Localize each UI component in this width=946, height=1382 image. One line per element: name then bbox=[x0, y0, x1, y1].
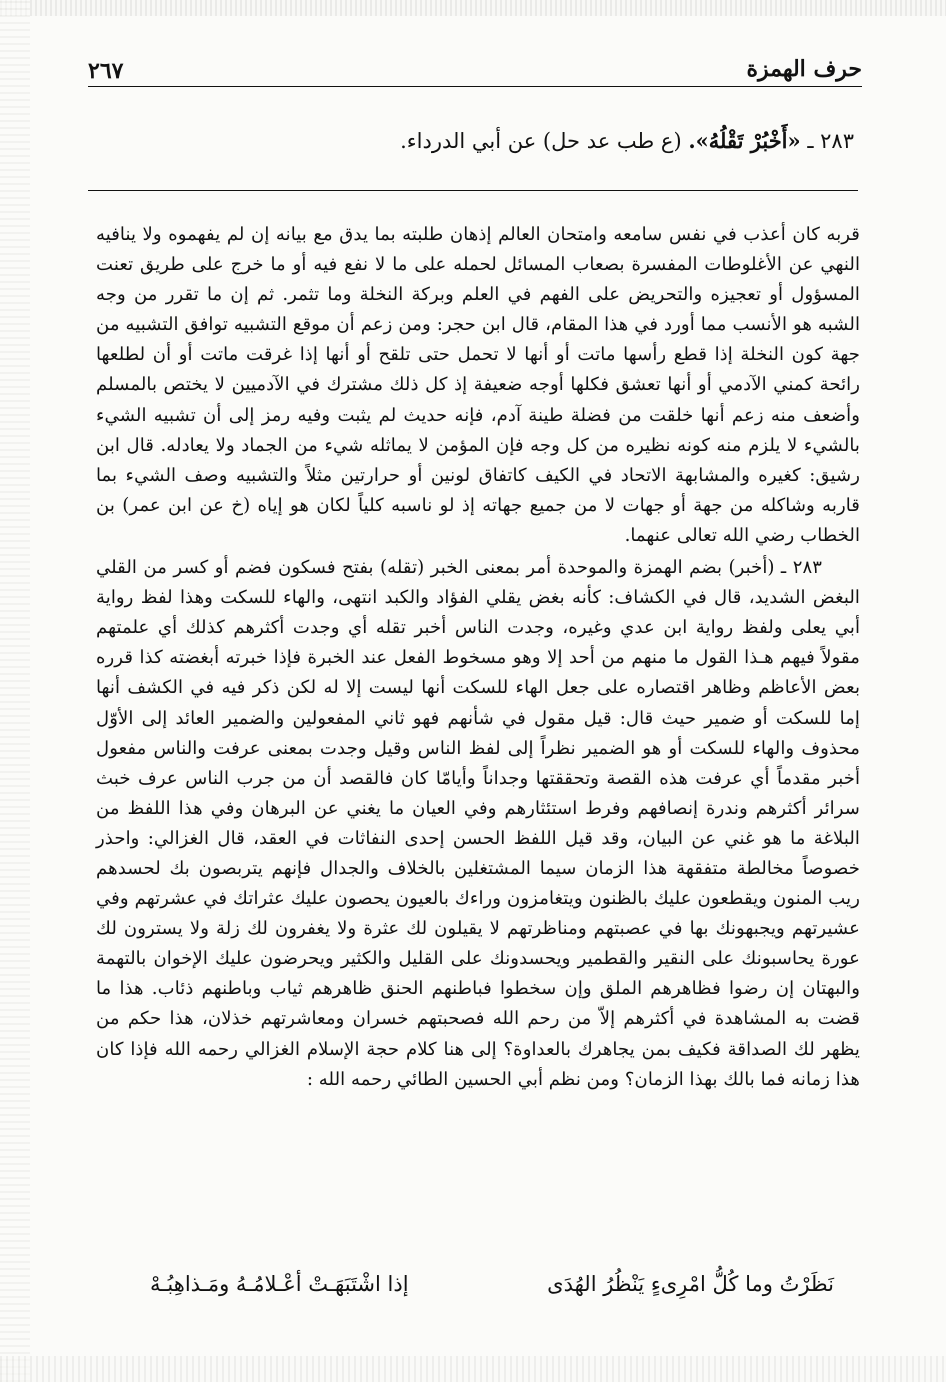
hadith-number: ٢٨٣ ـ bbox=[807, 129, 854, 153]
commentary bbox=[96, 220, 860, 1095]
header-rule bbox=[88, 86, 862, 87]
verse-second-hemistich: إذا اشْتَبَهَـتْ أعْـلامُـهُ ومَـذاهِبُـهْ bbox=[150, 1272, 409, 1296]
verse-first-hemistich: نَظَرْتُ وما كُلُّ امْرِىءٍ يَنْظُرُ الهُدَى bbox=[547, 1272, 834, 1296]
footnote-separator bbox=[88, 190, 858, 191]
running-title: حرف الهمزة bbox=[746, 56, 862, 82]
hadith-text bbox=[120, 128, 854, 153]
scan-edge-top bbox=[0, 0, 946, 16]
hadith-quote: «أَخْبُرْ تَقْلُهُ». bbox=[688, 128, 801, 153]
hadith-source: (ع طب عد حل) عن أبي الدرداء. bbox=[400, 129, 682, 153]
page-number: ٢٦٧ bbox=[88, 58, 124, 84]
commentary-entry: ٢٨٣ ـ (أخبر) بضم الهمزة والموحدة أمر بمعنى الخبر (تقله) بفتح فسكون فضم أو كسر من القلي البغض الشديد، قال في الكشاف: كأنه بغض يقلي الفؤاد والكبد انتهى، والهاء للسكت وهذا لفظ رواية أبي يعلى ولفظ رواية ابن عدي وغيره، وجدت الناس أخبر تقله أي وجدت أكثرهم كذلك أي علمتهم مقولاً فيهم هـذا القول ما منهم من أحد إلا وهو مسخوط الفعل عند الخبرة فإذا خبرته أبغضته كذا قرره بعض الأعاظم وظاهر اقتصاره على جعل الهاء للسكت أنها ليست إلا له لكن ذكر فيه في الكشف أنها إما للسكت أو ضمير حيث قال: قيل مقول في شأنهم فهو ثاني المفعولين والضمير العائد إلى الأوّل محذوف والهاء للسكت أو هو الضمير نظراً إلى لفظ الناس وقيل وجدت بمعنى عرفت والناس مفعول أخبر مقدماً أي عرفت هذه القصة وتحققتها وجداناً وأيامّا كان فالقصد أن من جرب الناس عرف خبث سرائر أكثرهم وندرة إنصافهم وفرط استئثارهم وفي العيان ما يغني عن البرهان وفي هذا اللفظ من البلاغة ما هو غني عن البيان، وقد قيل اللفظ الحسن إحدى النفاثات في العقد، قال الغزالي: واحذر خصوصاً مخالطة متفقهة هذا الزمان سيما المشتغلين بالخلاف والجدال فإنهم يتربصون بك لحسدهم ريب المنون ويقطعون عليك بالظنون ويتغامزون وراءك بالعيون يحصون عليك عثراتك في عشرتهم وفي عشيرتهم ويجبهونك بها في عصبتهم ومناظرتهم لا يقيلون لك عثرة ولا يغفرون لك زلة ولا يسترون لك عورة يحاسبونك على النقير والقطمير ويحسدونك على القليل والكثير ويحرضون عليك الإخوان بالتهمة والبهتان إن رضوا فظاهرهم الملق وإن سخطوا فباطنهم الحنق ظاهرهم ثياب وباطنهم ذئاب. هذا ما قضت به المشاهدة في أكثرهم إلاّ من رحم الله فصحبتهم خسران ومعاشرتهم خذلان، هذا حكم من يظهر لك الصداقة فكيف بمن يجاهرك بالعداوة؟ إلى هنا كلام حجة الإسلام الغزالي رحمه الله فإذا كان هذا زمانه فما بالك بهذا الزمان؟ ومن نظم أبي الحسين الطائي رحمه الله : bbox=[96, 557, 860, 1090]
scan-edge-bottom bbox=[0, 1356, 946, 1382]
scan-edge-left bbox=[0, 0, 30, 1382]
commentary-continuation: قربه كان أعذب في نفس سامعه وامتحان العالم إذهان طلبته بما يدق مع بيانه إن لم يفهموه ولا ينافيه النهي عن الأغلوطات المفسرة بصعاب المسائل لحمله على ما لا نفع فيه أو ما خرج على طريق تعنت المسؤول أو تعجيزه والتحريض على الفهم في العلم وبركة النخلة وما تثمر. ثم إن ما تقرر من وجه الشبه هو الأنسب مما أورد في هذا المقام، قال ابن حجر: ومن زعم أن موقع التشبيه توافق التشبيه من جهة كون النخلة إذا قطع رأسها ماتت أو أنها لا تحمل حتى تلقح أو أنها إذا غرقت ماتت أو أن لطلعها رائحة كمني الآدمي أو أنها تعشق فكلها أوجه ضعيفة إذ كل ذلك مشترك في الآدميين لا يختص بالمسلم وأضعف منه زعم أنها خلقت من فضلة طينة آدم، فإنه حديث لم يثبت وفيه رمز إلى أن تشبيه الشيء بالشيء لا يلزم منه كونه نظيره من كل وجه فإن المؤمن لا يماثله شيء من الجماد ولا يعادله. قال ابن رشيق: كغيره والمشابهة الاتحاد في الكيف كاتفاق لونين أو حرارتين مثلاً والتشبيه وصف الشيء بما قاربه وشاكله من جهة أو جهات لا من جميع جهاته إذ لو ناسبه كلياً لكان هو إياه (خ عن ابن عمر) بن الخطاب رضي الله تعالى عنهما. bbox=[96, 224, 860, 546]
page-header bbox=[88, 56, 862, 90]
poem-verse bbox=[150, 1272, 834, 1308]
